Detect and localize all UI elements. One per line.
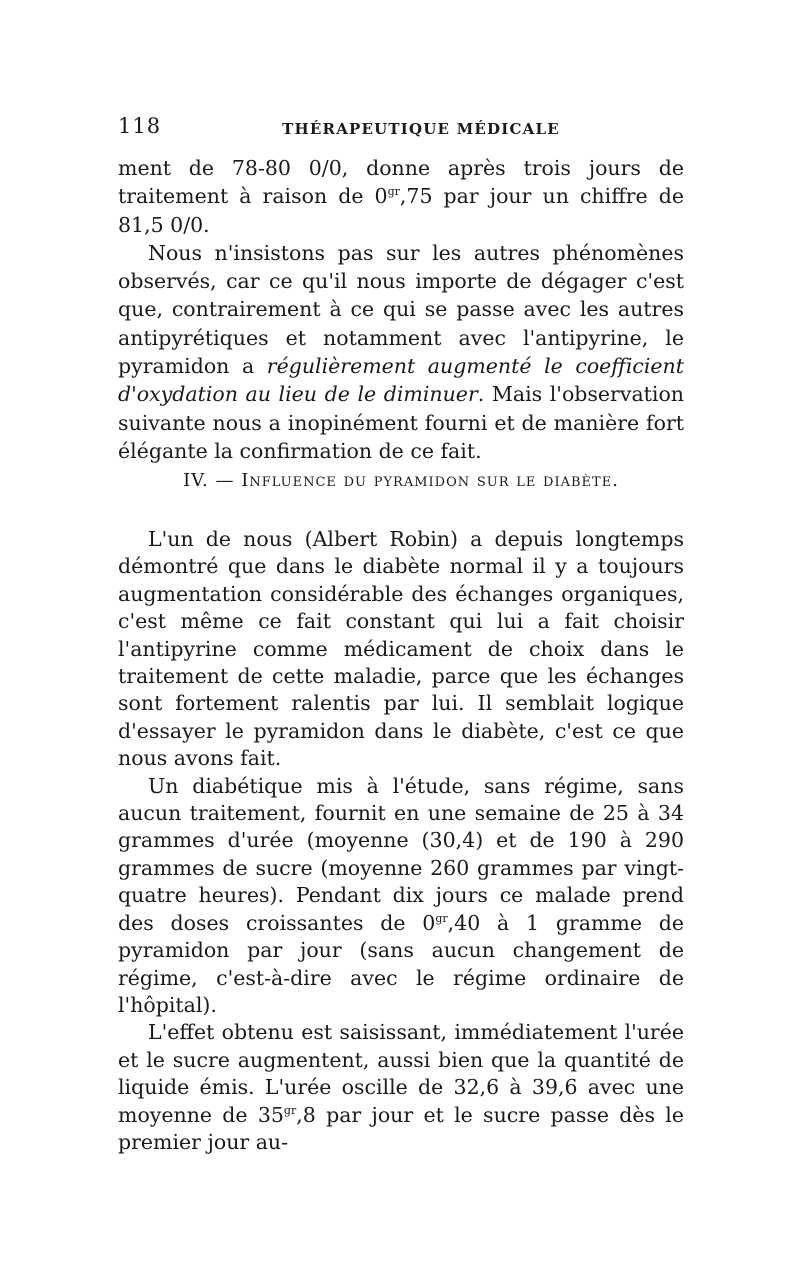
body-text-bottom (118, 526, 684, 1156)
section-heading (118, 470, 684, 491)
page-header (118, 114, 684, 144)
page-number: 118 (118, 114, 162, 138)
italic-emphasis: régulièrement augmenté le coefficient d'oxydation au lieu de le diminuer (118, 354, 684, 407)
paragraph-oxydation: Nous n'insistons pas sur les autres phénomènes observés, car ce qu'il nous importe de dégager c'est que, contrairement à ce qui se passe avec les autres antipyrétiques et notamment avec l'antipyrine, le pyramidon a régulièrement augmenté le coefficient d'oxydation au lieu de le diminuer. Mais l'observation suivante nous a inopinément fourni et de manière fort élégante la confirmation de ce fait. (118, 240, 684, 463)
paragraph-diabetique: Un diabétique mis à l'étude, sans régime, sans aucun traitement, fournit en une semaine de 25 à 34 grammes d'urée (moyenne (30,4) et de 190 à 290 grammes de sucre (moyenne 260 grammes par vingt-quatre heures). Pendant dix jours ce malade prend des doses croissantes de $0^{gr},40$ à 1 gramme de pyramidon par jour (sans aucun changement de régime, c'est-à-dire avec le régime ordinaire de l'hôpital). (118, 773, 684, 1017)
section-title: Influence du pyramidon sur le diabète. (241, 470, 619, 491)
paragraph-continuation: ment de 78-80 0/0, donne après trois jours de traitement à raison de $0^{gr},75$ par jour un chiffre de 81,5 0/0. (118, 156, 684, 237)
paragraph-effet: L'effet obtenu est saisissant, immédiatement l'urée et le sucre augmentent, aussi bien que la quantité de liquide émis. L'urée oscille de 32,6 à 39,6 avec une moyenne de $35^{gr},8$ par jour et le sucre passe dès le premier jour au- (118, 1020, 684, 1154)
paragraph-robin: L'un de nous (Albert Robin) a depuis longtemps démontré que dans le diabète normal il y a toujours augmentation considérable des échanges organiques, c'est même ce fait constant qui lui a fait choisir l'antipyrine comme médicament de choix dans le traitement de cette maladie, parce que les échanges sont fortement ralentis par lui. Il semblait logique d'essayer le pyramidon dans le diabète, c'est ce que nous avons fait. (118, 527, 684, 771)
running-title: THÉRAPEUTIQUE MÉDICALE (282, 120, 560, 138)
section-number: IV. — (183, 470, 242, 491)
body-text-top (118, 154, 684, 465)
